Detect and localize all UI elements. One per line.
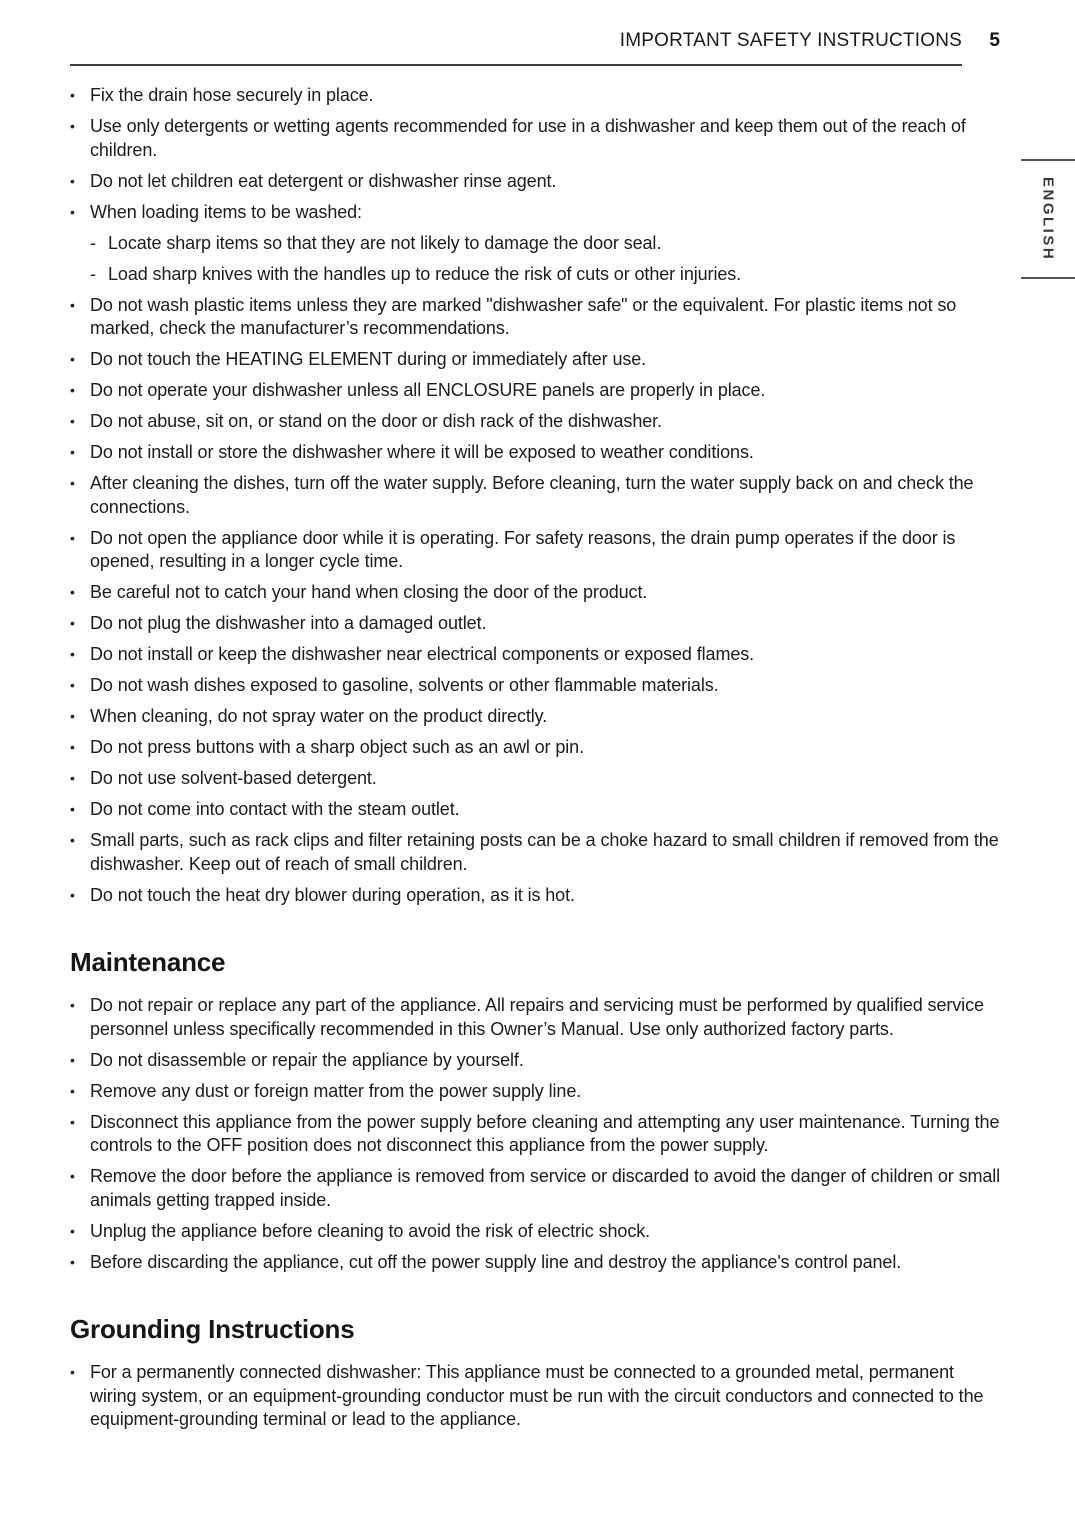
list-item [70, 1220, 1005, 1244]
list-item-body [90, 994, 1005, 1041]
list-item [70, 1049, 1005, 1073]
list-item [70, 705, 1005, 729]
bullet-icon: • [70, 1113, 75, 1130]
bullet-icon: • [70, 87, 75, 103]
list-item-body [90, 1361, 1005, 1432]
list-item-text: Use only detergents or wetting agents recommended for use in a dishwasher and keep them out of the reach of children. [90, 116, 966, 160]
bullet-icon: • [70, 646, 75, 662]
page-number: 5 [989, 30, 1000, 51]
list-item-body [90, 115, 1005, 162]
language-tab [1021, 159, 1075, 279]
list-item-text: Do not plug the dishwasher into a damaged outlet. [90, 613, 487, 633]
bullet-icon: • [70, 739, 75, 755]
bullet-icon: • [70, 584, 75, 600]
bullet-icon: • [70, 770, 75, 786]
list-item-text: Disconnect this appliance from the power supply before cleaning and attempting any user maintenance. Turning the controls to the OFF position does not disconnect this appliance from the power supply. [90, 1111, 1000, 1155]
list-item [70, 410, 1005, 434]
section-heading: Maintenance [70, 947, 226, 977]
list-item-body [90, 1111, 1005, 1158]
list-item-text: Do not abuse, sit on, or stand on the door or dish rack of the dishwasher. [90, 411, 662, 431]
list-item-text: Fix the drain hose securely in place. [90, 85, 374, 105]
list-item [70, 527, 1005, 574]
bullet-icon: • [70, 832, 75, 848]
list-item [70, 348, 1005, 372]
list-item-text: Do not press buttons with a sharp object such as an awl or pin. [90, 737, 584, 757]
list-item-text: Do not disassemble or repair the appliance by yourself. [90, 1049, 524, 1070]
dash-icon: - [90, 263, 96, 284]
list-item-body [90, 201, 1005, 287]
list-item-body [90, 410, 1005, 434]
list-item-text: Do not install or store the dishwasher where it will be exposed to weather conditions. [90, 442, 754, 462]
list-item-body [90, 84, 1005, 108]
section-grounding [70, 1314, 1005, 1432]
bullet-icon: • [70, 413, 75, 429]
list-item [70, 612, 1005, 636]
list-item-text: For a permanently connected dishwasher: This appliance must be connected to a grounded metal, permanent wiring system, or an equipment-grounding conductor must be run with the circuit conductors and connected to the equipment-grounding terminal or lead to the appliance. [90, 1362, 984, 1429]
bullet-icon: • [70, 444, 75, 460]
list-item-text: Do not repair or replace any part of the appliance. All repairs and servicing must be performed by qualified service personnel unless specifically recommended in this Owner’s Manual. Use only authorized factory parts. [90, 995, 984, 1039]
list-item [70, 1165, 1005, 1212]
list-item-text: Do not use solvent-based detergent. [90, 768, 377, 788]
list-item-body [90, 674, 1005, 698]
list-item-body [90, 829, 1005, 876]
bullet-icon: • [70, 1364, 75, 1380]
bullet-icon: • [70, 1222, 75, 1239]
list-item-body [90, 1165, 1005, 1212]
section-heading: Grounding Instructions [70, 1314, 355, 1344]
bullet-icon: • [70, 1253, 75, 1270]
list-item-text: Do not let children eat detergent or dishwasher rinse agent. [90, 170, 557, 191]
bullet-icon: • [70, 351, 75, 367]
list-item-text: Do not operate your dishwasher unless all ENCLOSURE panels are properly in place. [90, 380, 766, 400]
list-item-body [90, 1220, 1005, 1244]
bullet-icon: • [70, 475, 75, 491]
list-item-text: Remove the door before the appliance is removed from service or discarded to avoid the danger of children or small animals getting trapped inside. [90, 1166, 1001, 1210]
list-item-text: After cleaning the dishes, turn off the water supply. Before cleaning, turn the water supply back on and check the connections. [90, 473, 974, 517]
list-item-body [90, 581, 1005, 605]
bullet-icon: • [70, 118, 75, 134]
list-item [70, 674, 1005, 698]
bullet-icon: • [70, 529, 75, 546]
list-item-text: Do not come into contact with the steam outlet. [90, 799, 460, 819]
list-item [70, 1361, 1005, 1432]
page-header [70, 30, 1000, 66]
tab-line-top [1021, 159, 1075, 161]
section-safety-list [70, 84, 1005, 907]
header-rule [70, 64, 962, 66]
list-item [70, 884, 1005, 908]
list-item [70, 379, 1005, 403]
list-item-body [90, 348, 1005, 372]
list-item-body [90, 170, 1005, 194]
list-item [70, 441, 1005, 465]
list-item-body [90, 767, 1005, 791]
list-item-text: Do not open the appliance door while it is operating. For safety reasons, the drain pump operates if the door is opened, resulting in a longer cycle time. [90, 527, 956, 571]
list-item [70, 736, 1005, 760]
list-item-text: Do not touch the heat dry blower during operation, as it is hot. [90, 884, 575, 905]
bullet-icon: • [70, 677, 75, 693]
list-item-body [90, 643, 1005, 667]
list-item-text: Small parts, such as rack clips and filter retaining posts can be a choke hazard to small children if removed from the dishwasher. Keep out of reach of small children. [90, 830, 999, 874]
list-item-body [90, 379, 1005, 403]
dash-list [90, 232, 1005, 287]
bullet-list [70, 1361, 1005, 1432]
dash-item [90, 263, 1005, 287]
bullet-icon: • [70, 203, 75, 220]
list-item [70, 1080, 1005, 1104]
list-item [70, 798, 1005, 822]
bullet-icon: • [70, 1051, 75, 1068]
list-item-text: Unplug the appliance before cleaning to avoid the risk of electric shock. [90, 1220, 651, 1241]
bullet-icon: • [70, 615, 75, 631]
list-item [70, 767, 1005, 791]
list-item-body [90, 612, 1005, 636]
list-item-text: Be careful not to catch your hand when closing the door of the product. [90, 582, 648, 602]
list-item [70, 643, 1005, 667]
list-item-text: Do not wash plastic items unless they are marked "dishwasher safe" or the equivalent. For plastic items not so marked, check the manufacturer’s recommendations. [90, 294, 957, 338]
dash-icon: - [90, 232, 96, 253]
bullet-icon: • [70, 296, 75, 313]
list-item [70, 829, 1005, 876]
list-item-text: Do not wash dishes exposed to gasoline, solvents or other flammable materials. [90, 675, 719, 695]
list-item-body [90, 705, 1005, 729]
bullet-icon: • [70, 1082, 75, 1099]
list-item-text: When cleaning, do not spray water on the product directly. [90, 706, 548, 726]
list-item-text: Before discarding the appliance, cut off the power supply line and destroy the appliance's control panel. [90, 1251, 902, 1272]
list-item-body [90, 1251, 1005, 1275]
list-item [70, 84, 1005, 108]
list-item [70, 1251, 1005, 1275]
list-item [70, 1111, 1005, 1158]
bullet-icon: • [70, 997, 75, 1013]
dash-item [90, 232, 1005, 256]
list-item [70, 472, 1005, 519]
bullet-icon: • [70, 708, 75, 724]
bullet-icon: • [70, 382, 75, 398]
list-item [70, 115, 1005, 162]
bullet-icon: • [70, 172, 75, 189]
list-item [70, 994, 1005, 1041]
tab-line-bottom [1021, 277, 1075, 279]
list-item-body [90, 441, 1005, 465]
bullet-icon: • [70, 886, 75, 903]
list-item-body [90, 472, 1005, 519]
list-item-body [90, 294, 1005, 341]
list-item [70, 581, 1005, 605]
list-item-body [90, 1049, 1005, 1073]
dash-item-text: Load sharp knives with the handles up to reduce the risk of cuts or other injuries. [108, 263, 742, 284]
list-item-text: Do not touch the HEATING ELEMENT during or immediately after use. [90, 349, 647, 369]
list-item [70, 294, 1005, 341]
bullet-list [70, 84, 1005, 907]
list-item-text: When loading items to be washed: [90, 201, 362, 222]
content [70, 84, 1005, 1439]
language-label: ENGLISH [1039, 176, 1057, 262]
bullet-icon: • [70, 801, 75, 817]
list-item-body [90, 884, 1005, 908]
list-item [70, 201, 1005, 287]
list-item-body [90, 527, 1005, 574]
bullet-icon: • [70, 1168, 75, 1184]
list-item-text: Do not install or keep the dishwasher near electrical components or exposed flames. [90, 644, 755, 664]
list-item [70, 170, 1005, 194]
page-title: IMPORTANT SAFETY INSTRUCTIONS [619, 30, 962, 51]
dash-item-text: Locate sharp items so that they are not likely to damage the door seal. [108, 232, 662, 253]
list-item-body [90, 736, 1005, 760]
list-item-body [90, 1080, 1005, 1104]
bullet-list [70, 994, 1005, 1274]
list-item-text: Remove any dust or foreign matter from the power supply line. [90, 1080, 582, 1101]
header-row [70, 30, 1000, 54]
list-item-body [90, 798, 1005, 822]
section-maintenance [70, 947, 1005, 1274]
